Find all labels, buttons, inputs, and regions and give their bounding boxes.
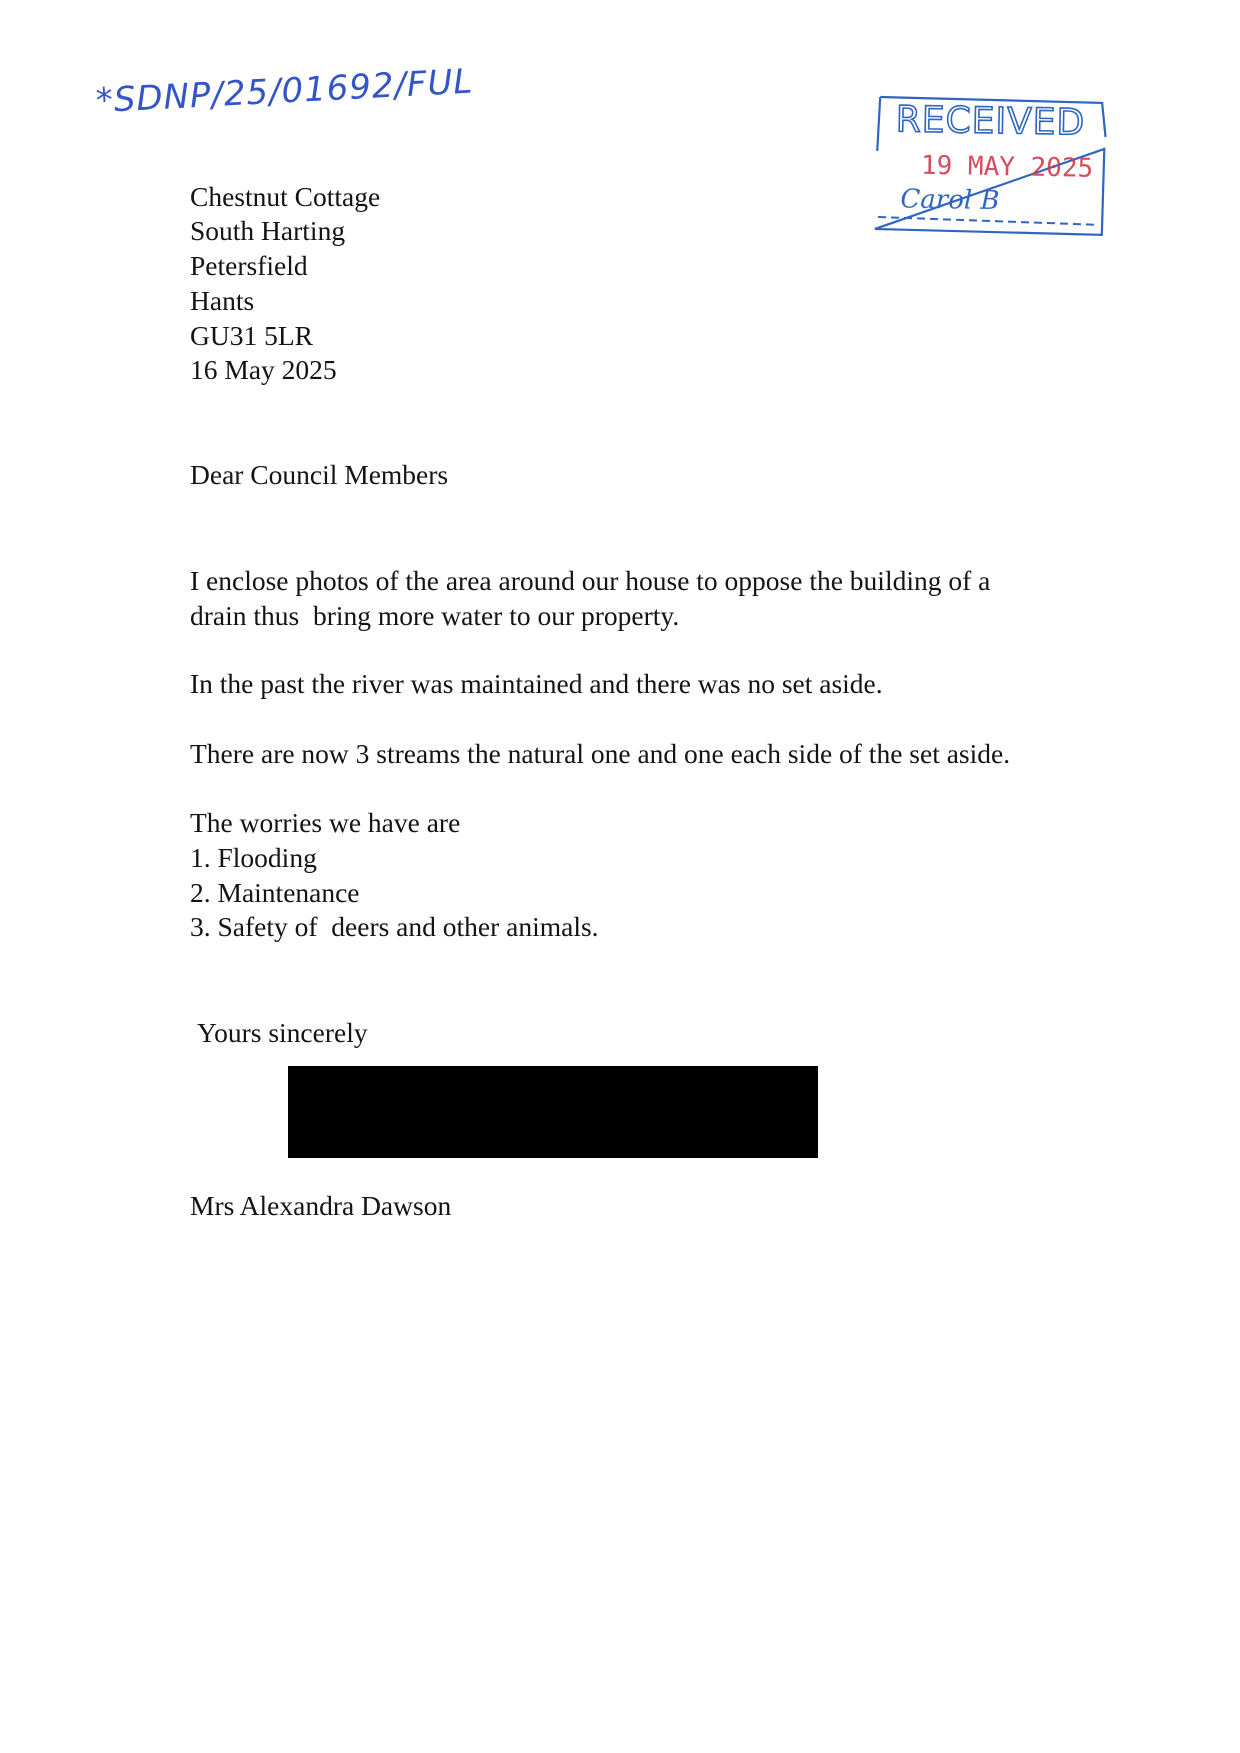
signatory-name: Mrs Alexandra Dawson <box>190 1190 452 1221</box>
worries-intro: The worries we have are <box>190 807 461 838</box>
signature-redaction <box>288 1066 818 1158</box>
body-paragraph-1-line-1: I enclose photos of the area around our house to oppose the building of a <box>190 565 991 596</box>
worry-item-3: 3. Safety of deers and other animals. <box>190 911 599 942</box>
address-line-3: Petersfield <box>190 250 308 281</box>
worry-item-2: 2. Maintenance <box>190 877 360 908</box>
handwritten-reference <box>92 58 512 128</box>
address-line-2: South Harting <box>190 215 346 246</box>
letter-date: 16 May 2025 <box>190 354 337 385</box>
stamp-initials: Carol B <box>900 184 1000 217</box>
body-paragraph-1-line-2: drain thus bring more water to our property. <box>190 600 680 631</box>
address-line-4: Hants <box>190 285 255 316</box>
address-postcode: GU31 5LR <box>190 320 313 351</box>
salutation: Dear Council Members <box>190 459 449 490</box>
address-line-1: Chestnut Cottage <box>190 181 381 212</box>
received-stamp <box>873 95 1113 237</box>
body-paragraph-2: In the past the river was maintained and there was no set aside. <box>190 668 883 699</box>
worry-item-1: 1. Flooding <box>190 842 317 873</box>
body-paragraph-3: There are now 3 streams the natural one and one each side of the set aside. <box>190 738 1011 769</box>
stamp-date: 19 MAY 2025 <box>920 150 1094 184</box>
stamp-title: RECEIVED <box>895 99 1086 144</box>
handwritten-reference-text: *SDNP/25/01692/FUL <box>94 61 475 122</box>
closing: Yours sincerely <box>197 1017 368 1048</box>
